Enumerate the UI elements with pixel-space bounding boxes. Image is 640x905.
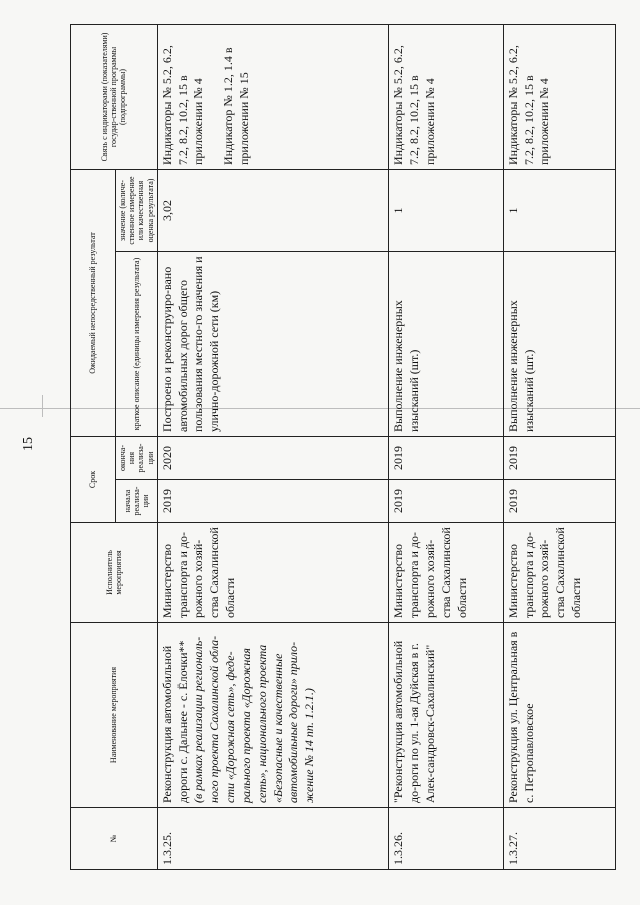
page-number: 15	[21, 437, 36, 451]
header-num: №	[71, 808, 158, 870]
row-end: 2019	[503, 436, 615, 479]
table-row	[157, 24, 388, 869]
row-value: 1	[503, 169, 615, 251]
row-link-main: Индикаторы № 5.2, 6.2, 7.2, 8.2, 10.2, 15 в приложении № 4	[505, 45, 552, 165]
header-expected-value: значение (количе-ственное измерение или качественная оценка результата)	[116, 169, 158, 251]
header-term: Срок	[71, 436, 116, 522]
row-end: 2020	[157, 436, 388, 479]
row-name-title: Реконструкция автомобильной дороги с. Дальнее - с. Ёлочки**	[159, 640, 190, 803]
row-name	[157, 623, 388, 808]
row-executor: Министерство транспорта и до-рожного хозяй-ства Сахалинской области	[389, 523, 504, 623]
header-name: Наименование мероприятия	[71, 623, 158, 808]
row-link	[503, 24, 615, 169]
table-frame	[70, 25, 616, 870]
row-name-title: "Реконструкция автомобильной до-роги по ул. 1-ая Дуйская в г. Алек-сандровск-Сахалинский"	[391, 640, 437, 803]
table-row	[389, 24, 504, 869]
row-desc: Выполнение инженерных изысканий (шт.)	[389, 251, 504, 436]
row-num: 1.3.26.	[389, 808, 504, 870]
header-link: Связь с индикаторами (показателями) государ-ственной программы (подпрограммы)	[71, 24, 158, 169]
row-num: 1.3.25.	[157, 808, 388, 870]
row-link-main: Индикаторы № 5.2, 6.2, 7.2, 8.2, 10.2, 15 в приложении № 4	[391, 45, 437, 165]
header-term-start: начала реализа-ции	[116, 480, 158, 523]
header-row-1	[71, 24, 116, 869]
table-row	[503, 24, 615, 869]
row-value: 1	[389, 169, 504, 251]
row-value: 3,02	[157, 169, 388, 251]
row-executor: Министерство транспорта и до-рожного хозяй-ства Сахалинской области	[157, 523, 388, 623]
rotated-table-area	[70, 25, 616, 870]
row-start: 2019	[389, 480, 504, 523]
row-link	[389, 24, 504, 169]
row-num: 1.3.27.	[503, 808, 615, 870]
row-link	[157, 24, 388, 169]
row-desc: Построено и реконструиро-вано автомобильных дорог общего пользования местно-го значения и улично-дорожной сети (км)	[157, 251, 388, 436]
row-name	[503, 623, 615, 808]
row-start: 2019	[157, 480, 388, 523]
row-name-note: (в рамках реализации региональ-ного проекта Сахалинской обла-сти «Дорожная сеть», феде-рального проекта «Дорожная сеть», национального проекта «Безопасные и качественные автомобильные дороги» прило-жение № 14 пп. 1.2.1.)	[191, 635, 317, 803]
row-desc: Выполнение инженерных изысканий (шт.)	[503, 251, 615, 436]
activities-table	[70, 24, 616, 870]
row-link-main: Индикаторы № 5.2, 6.2, 7.2, 8.2, 10.2, 15 в приложении № 4	[159, 45, 206, 165]
header-executor: Исполнитель мероприятия	[71, 523, 158, 623]
row-end: 2019	[389, 436, 504, 479]
header-expected: Ожидаемый непосредственный результат	[71, 169, 116, 436]
header-term-end: оконча-ния реализа-ции	[116, 436, 158, 479]
row-start: 2019	[503, 480, 615, 523]
row-name-title: Реконструкция ул. Центральная в с. Петропавловское	[505, 631, 536, 803]
row-name	[389, 623, 504, 808]
row-link-extra: Индикатор № 1.2, 1.4 в приложении № 15	[221, 47, 252, 165]
row-executor: Министерство транспорта и до-рожного хозяй-ства Сахалинской области	[503, 523, 615, 623]
fold-mark	[42, 395, 43, 417]
header-expected-desc: краткое описание (единицы измерения результата)	[116, 251, 158, 436]
